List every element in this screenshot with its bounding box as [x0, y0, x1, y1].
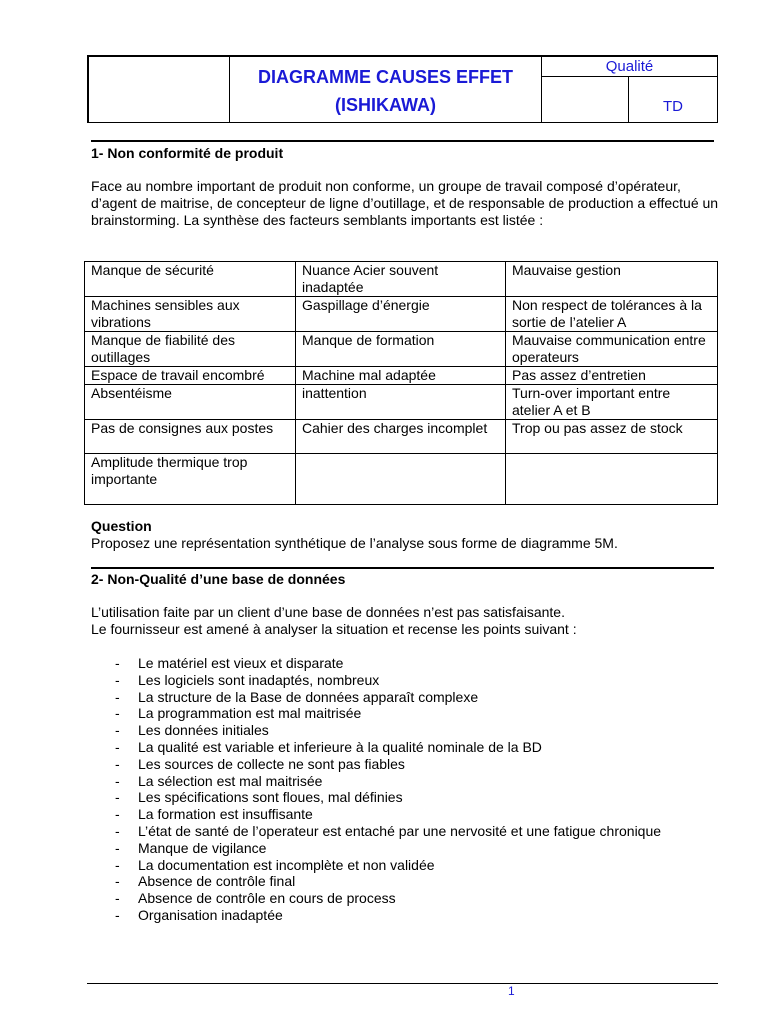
table-row: [85, 385, 718, 420]
list-item: - Les spécifications sont floues, mal définies: [115, 789, 675, 806]
header-subject-cell: [541, 56, 718, 77]
document-title-line1: DIAGRAMME CAUSES EFFET: [257, 67, 513, 87]
table-cell: Machine mal adaptée: [296, 367, 506, 385]
section2-rule: [91, 567, 714, 569]
section1-title: 1- Non conformité de produit: [91, 145, 284, 161]
section2-intro-line1: L’utilisation faite par un client d’une base de données n’est pas satisfaisante.: [91, 604, 565, 620]
table-cell: Mauvaise gestion: [506, 262, 718, 297]
header-type-cell: [628, 76, 718, 123]
table-cell: Cahier des charges incomplet: [296, 420, 506, 454]
list-item: - La programmation est mal maitrisée: [115, 705, 675, 722]
table-cell: Non respect de tolérances à la sortie de l’atelier A: [506, 297, 718, 332]
document-title-line2: (ISHIKAWA): [335, 95, 436, 115]
header-box: [87, 55, 718, 123]
list-item: - L’état de santé de l’operateur est entaché par une nervosité et une fatigue chronique: [115, 823, 675, 840]
list-item: - La sélection est mal maitrisée: [115, 773, 675, 790]
header-blank-cell: [541, 76, 629, 123]
table-cell: Turn-over important entre atelier A et B: [506, 385, 718, 420]
table-cell: Absentéisme: [85, 385, 296, 420]
page-number: 1: [508, 984, 515, 998]
footer-rule: [87, 983, 718, 984]
section2-title: 2- Non-Qualité d’une base de données: [91, 571, 346, 587]
list-item: - Le matériel est vieux et disparate: [115, 655, 675, 672]
causes-table: [84, 261, 718, 505]
subject-label: Qualité: [605, 58, 654, 75]
points-list: [115, 655, 675, 924]
table-row: [85, 297, 718, 332]
question-label: Question: [91, 518, 152, 534]
table-cell: Nuance Acier souvent inadaptée: [296, 262, 506, 297]
table-cell: Espace de travail encombré: [85, 367, 296, 385]
table-cell: Pas de consignes aux postes: [85, 420, 296, 454]
list-item: - Les données initiales: [115, 722, 675, 739]
table-row: [85, 262, 718, 297]
header-left-cell: [88, 56, 230, 123]
list-item: - Manque de vigilance: [115, 840, 675, 857]
table-row: [85, 332, 718, 367]
table-cell: Manque de sécurité: [85, 262, 296, 297]
table-cell: [296, 454, 506, 505]
table-cell: Trop ou pas assez de stock: [506, 420, 718, 454]
table-row: [85, 420, 718, 454]
list-item: - Les sources de collecte ne sont pas fiables: [115, 756, 675, 773]
section1-rule: [91, 140, 714, 142]
type-label: TD: [663, 98, 683, 115]
header-title-cell: [229, 56, 542, 123]
table-cell: inattention: [296, 385, 506, 420]
table-row: [85, 454, 718, 505]
list-item: - Absence de contrôle en cours de process: [115, 890, 675, 907]
table-cell: Pas assez d’entretien: [506, 367, 718, 385]
table-cell: [506, 454, 718, 505]
table-row: [85, 367, 718, 385]
table-cell: Manque de fiabilité des outillages: [85, 332, 296, 367]
list-item: - Absence de contrôle final: [115, 873, 675, 890]
table-cell: Amplitude thermique trop importante: [85, 454, 296, 505]
list-item: - La documentation est incomplète et non validée: [115, 857, 675, 874]
table-cell: Mauvaise communication entre operateurs: [506, 332, 718, 367]
list-item: - Organisation inadaptée: [115, 907, 675, 924]
section1-intro: Face au nombre important de produit non conforme, un groupe de travail composé d’opérateur, d’agent de maitrise, de concepteur de ligne d’outillage, et de responsable de production a effectué un brainstorming. La synthèse des facteurs semblants importants est listée :: [91, 178, 719, 228]
section2-intro-line2: Le fournisseur est amené à analyser la situation et recense les points suivant :: [91, 621, 577, 637]
table-cell: Manque de formation: [296, 332, 506, 367]
list-item: - La structure de la Base de données apparaît complexe: [115, 689, 675, 706]
list-item: - La formation est insuffisante: [115, 806, 675, 823]
list-item: - Les logiciels sont inadaptés, nombreux: [115, 672, 675, 689]
list-item: - La qualité est variable et inferieure à la qualité nominale de la BD: [115, 739, 675, 756]
table-cell: Gaspillage d’énergie: [296, 297, 506, 332]
question-text: Proposez une représentation synthétique de l’analyse sous forme de diagramme 5M.: [91, 535, 618, 551]
table-cell: Machines sensibles aux vibrations: [85, 297, 296, 332]
